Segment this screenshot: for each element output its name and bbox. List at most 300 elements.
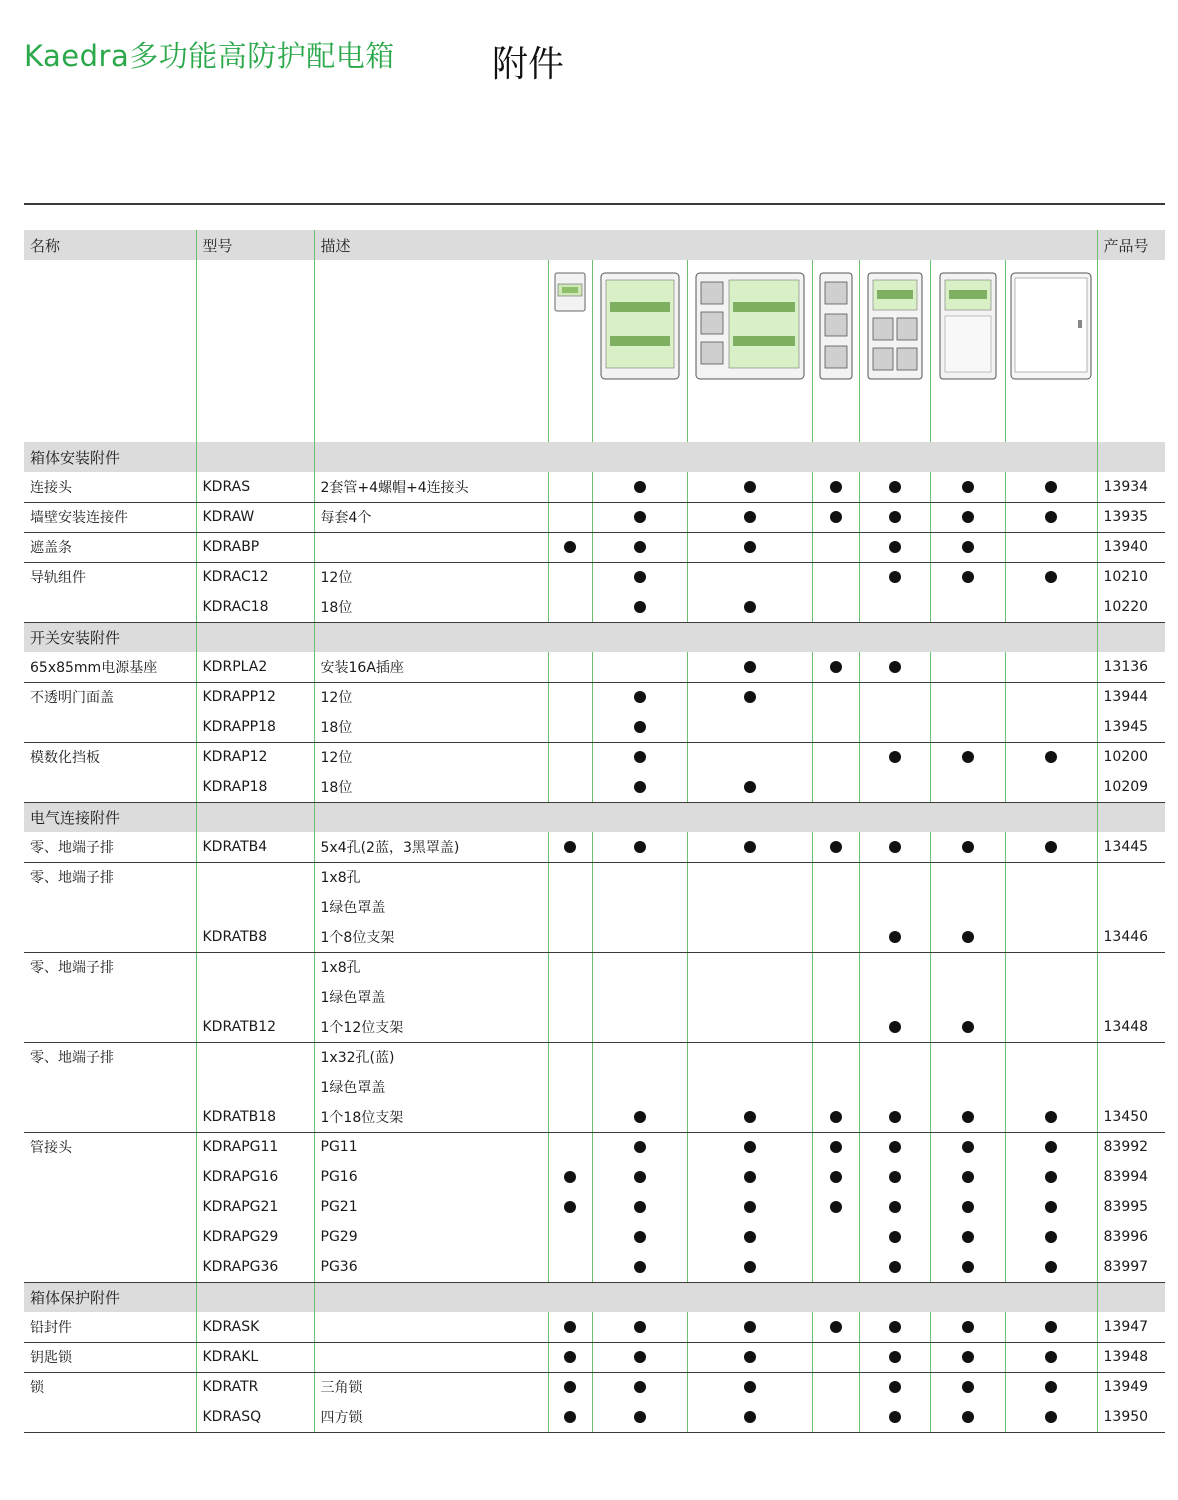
compatibility-cell: [548, 532, 592, 562]
compatible-dot-icon: [962, 571, 974, 583]
product-code: [1097, 1042, 1165, 1072]
compatibility-cell: [687, 832, 812, 862]
compatibility-cell: [592, 892, 687, 922]
compatible-dot-icon: [889, 931, 901, 943]
compatibility-cell: [812, 652, 859, 682]
product-code: [1097, 892, 1165, 922]
item-model: KDRASQ: [196, 1402, 314, 1432]
item-name: [24, 772, 196, 802]
compatible-dot-icon: [564, 1411, 576, 1423]
compatibility-cell: [812, 1252, 859, 1282]
compatible-dot-icon: [962, 841, 974, 853]
compatibility-cell: [812, 1372, 859, 1402]
section-blank-cell: [314, 442, 1097, 472]
product-code: 10209: [1097, 772, 1165, 802]
item-description: 三角锁: [314, 1372, 548, 1402]
compatibility-cell: [859, 502, 930, 532]
compatibility-cell: [548, 712, 592, 742]
compatibility-cell: [548, 1072, 592, 1102]
compatibility-cell: [1005, 1192, 1097, 1222]
compatibility-cell: [687, 1402, 812, 1432]
compatible-dot-icon: [889, 1381, 901, 1393]
compatibility-cell: [548, 982, 592, 1012]
compatibility-cell: [930, 1342, 1005, 1372]
item-name: 遮盖条: [24, 532, 196, 562]
compatible-dot-icon: [634, 571, 646, 583]
item-description: PG21: [314, 1192, 548, 1222]
item-name: 锁: [30, 1380, 44, 1397]
compatibility-cell: [930, 772, 1005, 802]
compatibility-cell: [592, 682, 687, 712]
compatibility-cell: [859, 922, 930, 952]
compatible-dot-icon: [634, 1261, 646, 1273]
item-description: 安装16A插座: [314, 652, 548, 682]
item-model: KDRABP: [196, 532, 314, 562]
compatibility-cell: [687, 712, 812, 742]
table-row: [24, 922, 1165, 952]
compatibility-cell: [859, 1222, 930, 1252]
section-header-row: [24, 802, 1165, 832]
item-name: 零、地端子排: [30, 1050, 114, 1067]
compatibility-cell: [592, 862, 687, 892]
compatibility-cell: [859, 1012, 930, 1042]
compatibility-cell: [812, 1192, 859, 1222]
compatibility-cell: [592, 532, 687, 562]
compatible-dot-icon: [962, 1231, 974, 1243]
compatibility-cell: [1005, 1252, 1097, 1282]
compatible-dot-icon: [889, 1111, 901, 1123]
compatibility-cell: [592, 1312, 687, 1342]
compatibility-cell: [930, 1102, 1005, 1132]
compatible-dot-icon: [830, 481, 842, 493]
section-title: 箱体安装附件: [24, 442, 196, 472]
compatible-dot-icon: [564, 1381, 576, 1393]
section-blank-cell: [314, 1282, 1097, 1312]
col-header-name: 名称: [24, 230, 196, 260]
compatibility-cell: [812, 712, 859, 742]
compatibility-cell: [930, 712, 1005, 742]
item-model: KDRAPG29: [196, 1222, 314, 1252]
compatibility-cell: [812, 1342, 859, 1372]
compatible-dot-icon: [962, 1171, 974, 1183]
compatible-dot-icon: [744, 661, 756, 673]
compatible-dot-icon: [634, 1231, 646, 1243]
compatible-dot-icon: [962, 1411, 974, 1423]
product-code: 83994: [1097, 1162, 1165, 1192]
compatibility-cell: [930, 1162, 1005, 1192]
compatibility-cell: [687, 1132, 812, 1162]
compatible-dot-icon: [634, 1411, 646, 1423]
compatibility-cell: [687, 772, 812, 802]
item-description: 1个12位支架: [314, 1012, 548, 1042]
table-row: [24, 952, 1165, 982]
compatible-dot-icon: [744, 1381, 756, 1393]
table-row: [24, 682, 1165, 712]
item-description: 1个18位支架: [314, 1102, 548, 1132]
compatibility-cell: [812, 922, 859, 952]
product-code: 13944: [1097, 682, 1165, 712]
compatibility-cell: [812, 1132, 859, 1162]
compatibility-cell: [1005, 562, 1097, 592]
compatible-dot-icon: [564, 1351, 576, 1363]
compatibility-cell: [1005, 532, 1097, 562]
compatibility-cell: [687, 982, 812, 1012]
item-model: [196, 982, 314, 1012]
compatibility-cell: [1005, 1102, 1097, 1132]
compatibility-cell: [1005, 1342, 1097, 1372]
table-row: [24, 1012, 1165, 1042]
compatibility-cell: [548, 1102, 592, 1132]
compatibility-cell: [592, 1402, 687, 1432]
top-divider: [24, 203, 1165, 205]
compatibility-cell: [930, 682, 1005, 712]
compatibility-cell: [687, 892, 812, 922]
item-model: KDRAPG21: [196, 1192, 314, 1222]
item-name: 钥匙锁: [24, 1342, 196, 1372]
compatible-dot-icon: [1045, 1351, 1057, 1363]
item-name: [24, 712, 196, 742]
compatibility-cell: [859, 1072, 930, 1102]
compatibility-cell: [548, 892, 592, 922]
compatibility-cell: [1005, 832, 1097, 862]
compatibility-cell: [1005, 892, 1097, 922]
compatible-dot-icon: [634, 1351, 646, 1363]
compatibility-cell: [1005, 922, 1097, 952]
item-description: 12位: [314, 562, 548, 592]
compatible-dot-icon: [744, 1201, 756, 1213]
compatibility-cell: [687, 1342, 812, 1372]
compatibility-cell: [930, 922, 1005, 952]
item-model: [196, 1042, 314, 1072]
compatibility-cell: [812, 742, 859, 772]
col-header-code: 产品号: [1097, 230, 1165, 260]
compatibility-cell: [548, 1402, 592, 1432]
compatibility-cell: [812, 1312, 859, 1342]
item-model: KDRATR: [196, 1372, 314, 1402]
table-row: [24, 862, 1165, 892]
compatible-dot-icon: [889, 1141, 901, 1153]
compatibility-cell: [859, 832, 930, 862]
enclosure-images-row: [24, 260, 1165, 442]
compatibility-cell: [592, 1012, 687, 1042]
item-description: PG29: [314, 1222, 548, 1252]
item-model: KDRAS: [196, 472, 314, 502]
compatible-dot-icon: [962, 931, 974, 943]
compatibility-cell: [930, 832, 1005, 862]
compatible-dot-icon: [889, 1021, 901, 1033]
compatibility-cell: [930, 472, 1005, 502]
table-header-row: [24, 230, 1165, 260]
item-description: 18位: [314, 592, 548, 622]
compatible-dot-icon: [744, 511, 756, 523]
compatibility-cell: [930, 532, 1005, 562]
item-model: KDRATB8: [196, 922, 314, 952]
compatibility-cell: [592, 832, 687, 862]
compatible-dot-icon: [889, 511, 901, 523]
item-model: KDRAPG16: [196, 1162, 314, 1192]
product-code: [1097, 982, 1165, 1012]
section-title: 箱体保护附件: [24, 1282, 196, 1312]
compatibility-cell: [592, 922, 687, 952]
item-model: [196, 892, 314, 922]
compatible-dot-icon: [634, 1381, 646, 1393]
compatibility-cell: [687, 472, 812, 502]
item-name: [24, 892, 196, 922]
compatibility-cell: [812, 1072, 859, 1102]
compatibility-cell: [592, 1372, 687, 1402]
compatibility-cell: [812, 1042, 859, 1072]
compatibility-cell: [592, 562, 687, 592]
section-title: 电气连接附件: [24, 802, 196, 832]
product-code: 83996: [1097, 1222, 1165, 1252]
product-code: 83995: [1097, 1192, 1165, 1222]
compatibility-cell: [548, 1342, 592, 1372]
compatibility-cell: [592, 712, 687, 742]
compatibility-cell: [859, 1402, 930, 1432]
product-code: 13945: [1097, 712, 1165, 742]
compatible-dot-icon: [744, 841, 756, 853]
compatibility-cell: [812, 1102, 859, 1132]
compatibility-cell: [859, 1042, 930, 1072]
compatibility-cell: [812, 832, 859, 862]
compatible-dot-icon: [962, 1261, 974, 1273]
compatible-dot-icon: [564, 1321, 576, 1333]
compatible-dot-icon: [889, 661, 901, 673]
socket-column-icon: [812, 260, 859, 442]
compatible-dot-icon: [1045, 1261, 1057, 1273]
compatibility-cell: [859, 592, 930, 622]
enclosure-1row-small-icon: [548, 260, 592, 442]
compatibility-cell: [859, 1372, 930, 1402]
item-description: [314, 1342, 548, 1372]
compatible-dot-icon: [962, 1321, 974, 1333]
section-blank-cell: [314, 622, 1097, 652]
compatibility-cell: [859, 862, 930, 892]
item-description: 12位: [314, 742, 548, 772]
compatible-dot-icon: [830, 1111, 842, 1123]
compatible-dot-icon: [634, 691, 646, 703]
compatible-dot-icon: [564, 541, 576, 553]
compatibility-cell: [548, 1162, 592, 1192]
item-description: 1绿色罩盖: [314, 1072, 548, 1102]
item-description: 四方锁: [314, 1402, 548, 1432]
compatibility-cell: [812, 862, 859, 892]
compatible-dot-icon: [889, 751, 901, 763]
compatibility-cell: [687, 1012, 812, 1042]
compatibility-cell: [930, 592, 1005, 622]
table-row: [24, 1192, 1165, 1222]
item-name: 墙壁安装连接件: [24, 502, 196, 532]
compatibility-cell: [548, 1222, 592, 1252]
compatible-dot-icon: [744, 781, 756, 793]
item-name: [24, 1252, 196, 1282]
compatibility-cell: [548, 1132, 592, 1162]
item-name: [24, 592, 196, 622]
compatible-dot-icon: [889, 1231, 901, 1243]
item-name: 零、地端子排: [30, 960, 114, 977]
table-row: [24, 832, 1165, 862]
compatibility-cell: [859, 1102, 930, 1132]
compatibility-cell: [548, 922, 592, 952]
compatible-dot-icon: [1045, 1231, 1057, 1243]
compatibility-cell: [859, 472, 930, 502]
section-blank-cell: [1097, 802, 1165, 832]
compatible-dot-icon: [634, 541, 646, 553]
compatibility-cell: [930, 502, 1005, 532]
item-name: 铅封件: [24, 1312, 196, 1342]
item-description: 1绿色罩盖: [314, 982, 548, 1012]
compatibility-cell: [1005, 1132, 1097, 1162]
table-row: [24, 502, 1165, 532]
item-name: [24, 1012, 196, 1042]
item-description: [314, 532, 548, 562]
compatibility-cell: [687, 862, 812, 892]
compatible-dot-icon: [634, 1321, 646, 1333]
compatibility-cell: [930, 742, 1005, 772]
compatibility-cell: [687, 1042, 812, 1072]
compatible-dot-icon: [962, 751, 974, 763]
compatible-dot-icon: [889, 1321, 901, 1333]
compatibility-cell: [687, 1102, 812, 1132]
table-row: [24, 1312, 1165, 1342]
table-row: [24, 1252, 1165, 1282]
compatibility-cell: [859, 1192, 930, 1222]
brand-title: Kaedra多功能高防护配电箱: [24, 39, 395, 73]
compatibility-cell: [548, 502, 592, 532]
item-name: [24, 982, 196, 1012]
compatibility-cell: [812, 562, 859, 592]
compatibility-cell: [687, 562, 812, 592]
item-name: [24, 1192, 196, 1222]
item-name: 模数化挡板: [30, 750, 100, 767]
item-model: KDRATB4: [196, 832, 314, 862]
item-description: 2套管+4螺帽+4连接头: [314, 472, 548, 502]
compatible-dot-icon: [744, 541, 756, 553]
compatibility-cell: [592, 1072, 687, 1102]
col-header-model: 型号: [196, 230, 314, 260]
section-blank-cell: [196, 802, 314, 832]
compatibility-cell: [859, 952, 930, 982]
compatible-dot-icon: [889, 541, 901, 553]
compatibility-cell: [592, 652, 687, 682]
item-model: KDRAPP18: [196, 712, 314, 742]
table-row: [24, 892, 1165, 922]
compatibility-cell: [859, 742, 930, 772]
product-code: 13935: [1097, 502, 1165, 532]
compatibility-cell: [1005, 952, 1097, 982]
compatible-dot-icon: [1045, 1381, 1057, 1393]
compatible-dot-icon: [744, 1321, 756, 1333]
item-name: [24, 922, 196, 952]
compatibility-cell: [548, 1012, 592, 1042]
compatibility-cell: [548, 562, 592, 592]
item-model: KDRATB18: [196, 1102, 314, 1132]
compatibility-cell: [859, 712, 930, 742]
compatibility-cell: [592, 502, 687, 532]
compatibility-cell: [687, 1372, 812, 1402]
compatible-dot-icon: [744, 1141, 756, 1153]
table-row: [24, 562, 1165, 592]
compatible-dot-icon: [962, 1021, 974, 1033]
compatibility-cell: [1005, 1072, 1097, 1102]
compatible-dot-icon: [744, 691, 756, 703]
compatibility-cell: [592, 952, 687, 982]
compatibility-cell: [548, 1312, 592, 1342]
compatible-dot-icon: [830, 841, 842, 853]
item-description: 18位: [314, 772, 548, 802]
item-description: 每套4个: [314, 502, 548, 532]
item-name: 连接头: [24, 472, 196, 502]
item-name: [24, 1102, 196, 1132]
compatible-dot-icon: [962, 1201, 974, 1213]
compatible-dot-icon: [634, 751, 646, 763]
compatible-dot-icon: [564, 1171, 576, 1183]
product-code: 13948: [1097, 1342, 1165, 1372]
product-code: 13949: [1097, 1372, 1165, 1402]
item-description: PG36: [314, 1252, 548, 1282]
compatible-dot-icon: [1045, 1171, 1057, 1183]
compatible-dot-icon: [1045, 511, 1057, 523]
product-code: [1097, 1072, 1165, 1102]
compatibility-cell: [548, 832, 592, 862]
compatibility-cell: [930, 952, 1005, 982]
compatible-dot-icon: [1045, 1111, 1057, 1123]
compatible-dot-icon: [962, 541, 974, 553]
table-row: [24, 1222, 1165, 1252]
item-name: 零、地端子排: [30, 870, 114, 887]
compatibility-cell: [859, 1162, 930, 1192]
compatibility-cell: [859, 1252, 930, 1282]
compatibility-cell: [812, 472, 859, 502]
section-blank-cell: [196, 442, 314, 472]
section-blank-cell: [1097, 442, 1165, 472]
compatibility-cell: [812, 1402, 859, 1432]
compatible-dot-icon: [1045, 571, 1057, 583]
item-name: 导轨组件: [30, 570, 86, 587]
compatibility-cell: [687, 532, 812, 562]
item-name: [24, 1222, 196, 1252]
compatibility-cell: [592, 772, 687, 802]
item-model: [196, 1072, 314, 1102]
compatibility-cell: [1005, 1372, 1097, 1402]
compatible-dot-icon: [830, 661, 842, 673]
compatibility-cell: [859, 652, 930, 682]
item-model: KDRAPG36: [196, 1252, 314, 1282]
item-model: KDRAPG11: [196, 1132, 314, 1162]
compatible-dot-icon: [744, 1231, 756, 1243]
compatibility-cell: [1005, 742, 1097, 772]
product-code: 13947: [1097, 1312, 1165, 1342]
compatibility-cell: [548, 1252, 592, 1282]
compatibility-cell: [1005, 592, 1097, 622]
compatible-dot-icon: [634, 1201, 646, 1213]
compatible-dot-icon: [830, 1321, 842, 1333]
compatibility-cell: [548, 682, 592, 712]
compatibility-cell: [592, 1042, 687, 1072]
item-model: KDRATB12: [196, 1012, 314, 1042]
compatibility-cell: [592, 1192, 687, 1222]
compatible-dot-icon: [564, 841, 576, 853]
item-model: [196, 952, 314, 982]
enclosure-2row-with-sockets-icon: [687, 260, 812, 442]
compatibility-cell: [548, 652, 592, 682]
item-model: KDRAC12: [196, 562, 314, 592]
compatibility-cell: [548, 772, 592, 802]
section-blank-cell: [314, 802, 1097, 832]
section-title: 开关安装附件: [24, 622, 196, 652]
table-row: [24, 592, 1165, 622]
table-row: [24, 772, 1165, 802]
